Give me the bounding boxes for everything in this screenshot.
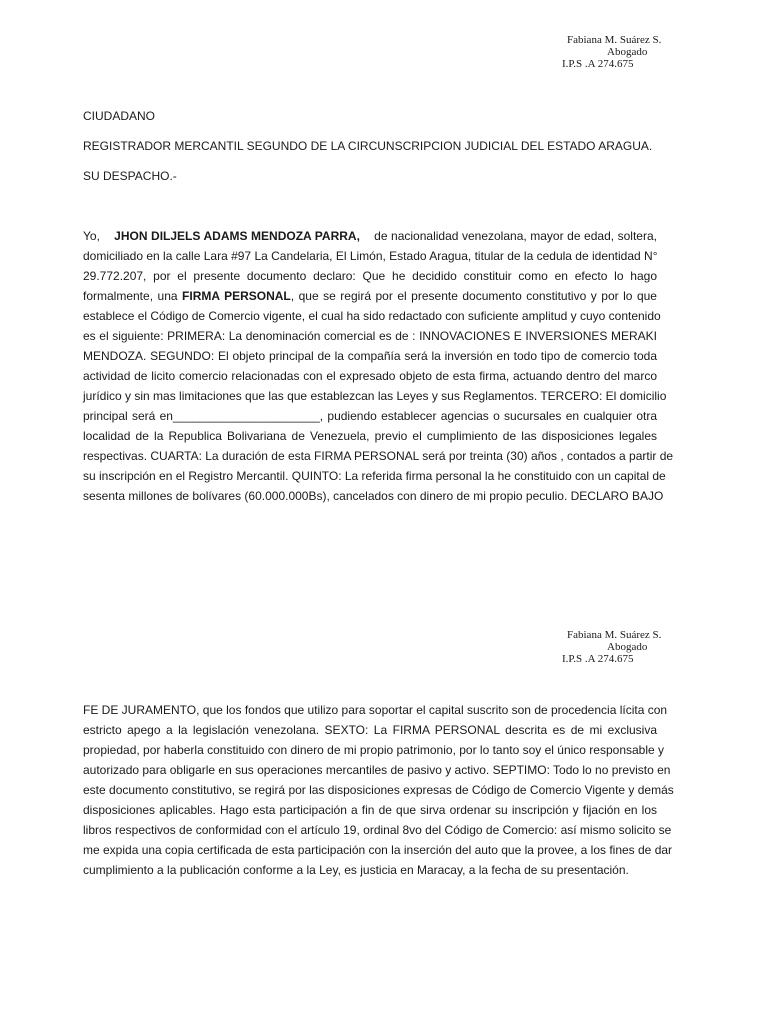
addressee-line2: REGISTRADOR MERCANTIL SEGUNDO DE LA CIRCUNSCRIPCION JUDICIAL DEL ESTADO ARAGUA.	[83, 139, 653, 153]
p1-line: 29.772.207, por el presente documento declaro: Que he decidido constituir como en efecto lo hago	[83, 269, 657, 283]
lawyer-ipsa: I.P.S .A 274.675	[562, 653, 634, 665]
letterhead-top	[540, 34, 690, 70]
addressee-line3: SU DESPACHO.-	[83, 169, 177, 183]
text: de nacionalidad venezolana, mayor de edad, soltera,	[374, 229, 657, 243]
p1-line: establece el Código de Comercio vigente, el cual ha sido redactado con suficiente amplitud y cuyo contenido	[83, 309, 661, 323]
p1-line: principal será en______________________, pudiendo establecer agencias o sucursales en cualquier otra	[83, 409, 657, 423]
firma-personal-bold: FIRMA PERSONAL	[182, 289, 291, 303]
lawyer-role: Abogado	[607, 46, 648, 58]
p1-line: respectivas. CUARTA: La duración de esta FIRMA PERSONAL será por treinta (30) años , contados a partir de	[83, 449, 674, 463]
p1-line: es el siguiente: PRIMERA: La denominación comercial es de : INNOVACIONES E INVERSIONES MERAKI	[83, 329, 657, 343]
p1-line: MENDOZA. SEGUNDO: El objeto principal de la compañía será la inversión en todo tipo de comercio toda	[83, 349, 657, 363]
page1-paragraph	[83, 226, 674, 506]
p1-line: su inscripción en el Registro Mercantil. QUINTO: La referida firma personal la he constituido con un capital de	[83, 469, 666, 483]
p1-line	[83, 226, 657, 246]
p2-line: libros respectivos de conformidad con el artículo 19, ordinal 8vo del Código de Comercio: así mismo solicito se	[83, 823, 672, 837]
p1-line: actividad de licito comercio relacionadas con el expresado objeto de esta firma, actuando dentro del marco	[83, 369, 657, 383]
p2-line: cumplimiento a la publicación conforme a la Ley, es justicia en Maracay, a la fecha de su presentación.	[83, 863, 629, 877]
p2-line: me expida una copia certificada de esta participación con la inserción del auto que la provee, a los fines de dar	[83, 843, 673, 857]
lawyer-ipsa: I.P.S .A 274.675	[562, 58, 634, 70]
p2-line: propiedad, por haberla constituido con dinero de mi propio patrimonio, por lo tanto soy el único responsable y	[83, 743, 665, 757]
lawyer-name: Fabiana M. Suárez S.	[567, 34, 662, 46]
text: formalmente, una	[83, 289, 178, 303]
addressee-line1: CIUDADANO	[83, 109, 156, 123]
text: , que se regirá por el presente documento constitutivo y por lo que	[290, 289, 657, 303]
letterhead-page2	[540, 629, 690, 665]
p1-line: jurídico y sin mas limitaciones que las que establezcan las Leyes y sus Reglamentos. TERCERO: El domicilio	[83, 389, 667, 403]
lawyer-role: Abogado	[607, 641, 648, 653]
p2-line: estricto apego a la legislación venezolana. SEXTO: La FIRMA PERSONAL descrita es de mi exclusiva	[83, 723, 657, 737]
declarant-name: JHON DILJELS ADAMS MENDOZA PARRA,	[114, 229, 360, 243]
p2-line: este documento constitutivo, se regirá por las disposiciones expresas de Código de Comercio Vigente y demás	[83, 783, 674, 797]
p2-line: FE DE JURAMENTO, que los fondos que utilizo para soportar el capital suscrito son de procedencia lícita con	[83, 703, 668, 717]
p2-line: autorizado para obligarle en sus operaciones mercantiles de pasivo y activo. SEPTIMO: Todo lo no previsto en	[83, 763, 671, 777]
lawyer-name: Fabiana M. Suárez S.	[567, 629, 662, 641]
text: Yo,	[83, 229, 100, 243]
p1-line: localidad de la Republica Bolivariana de Venezuela, previo el cumplimiento de las disposiciones legales	[83, 429, 657, 443]
p1-line: domiciliado en la calle Lara #97 La Candelaria, El Limón, Estado Aragua, titular de la cedula de identidad N°	[83, 249, 658, 263]
p2-line: disposiciones aplicables. Hago esta participación a fin de que sirva ordenar su inscripción y fijación en los	[83, 803, 657, 817]
p1-line	[83, 286, 657, 306]
page2-paragraph	[83, 700, 674, 880]
p1-line: sesenta millones de bolívares (60.000.000Bs), cancelados con dinero de mi propio peculio. DECLARO BAJO	[83, 489, 664, 503]
